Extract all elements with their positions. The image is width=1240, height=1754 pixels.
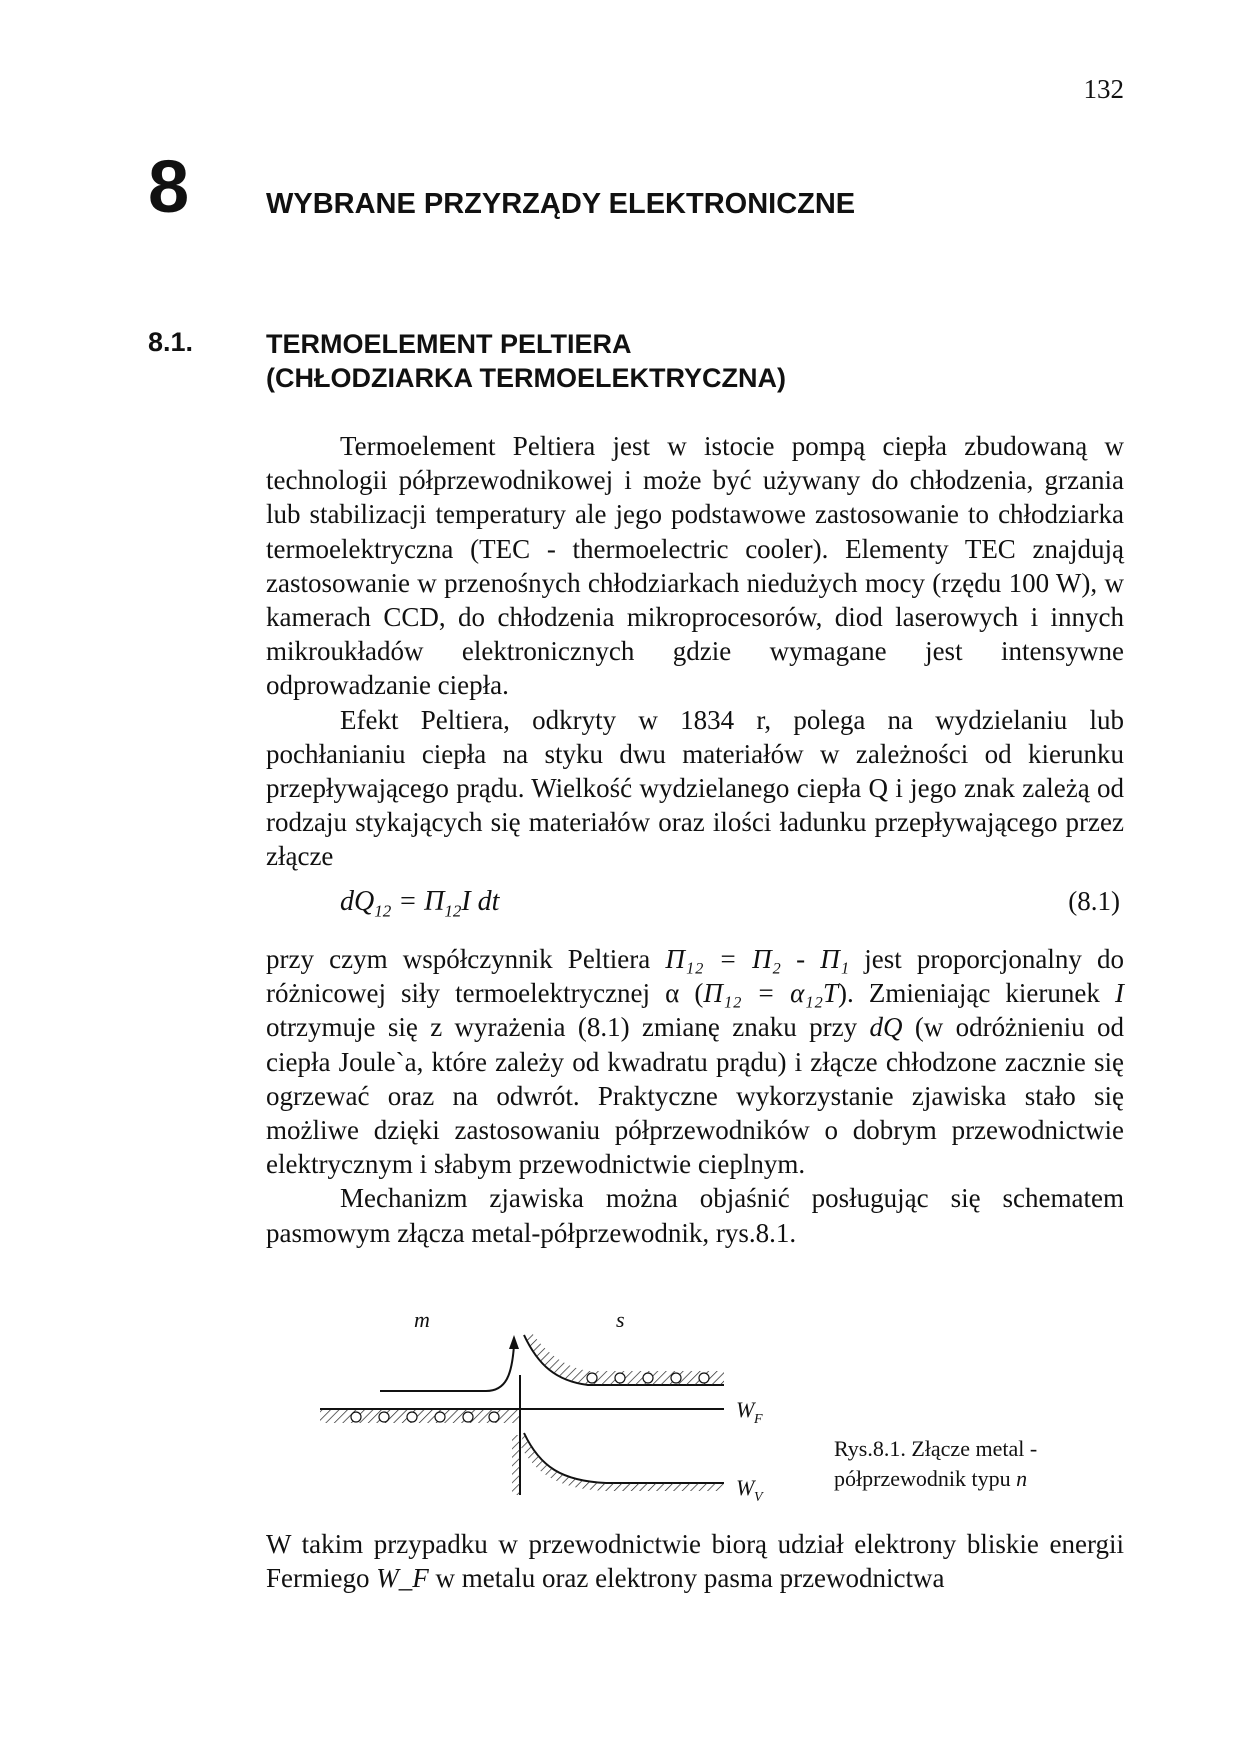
section-title-line1: TERMOELEMENT PELTIERA xyxy=(266,329,632,359)
page-number: 132 xyxy=(1083,74,1124,104)
p5-symbol-fermi: W_F xyxy=(376,1563,429,1594)
section-title xyxy=(266,327,786,395)
p3-symbol-current: I xyxy=(1114,978,1124,1009)
equation-rhs: I dt xyxy=(461,886,500,917)
label-valence-band-sub: V xyxy=(754,1490,763,1505)
label-valence-band: W xyxy=(736,1475,755,1500)
equation-lhs-sub: 12 xyxy=(374,901,392,921)
section-number: 8.1. xyxy=(148,327,194,357)
p3-text-d: otrzymuje się z wyrażenia (8.1) zmianę znaku przy xyxy=(266,1012,870,1043)
figure-caption xyxy=(834,1434,1134,1494)
p3-text-c: ). Zmieniając kierunek xyxy=(838,978,1115,1009)
caption-line2-text: półprzewodnik typu xyxy=(834,1466,1017,1491)
arrow-up-icon xyxy=(509,1335,519,1349)
paragraph-4: Mechanizm zjawiska można objaśnić posługując się schematem pasmowym złącza metal-półprzewodnik, rys.8.1. xyxy=(266,1183,1124,1248)
body-block-1 xyxy=(266,429,1124,874)
equation-8-1 xyxy=(340,886,499,922)
p5-text-b: w metalu oraz elektrony pasma przewodnictwa xyxy=(428,1563,945,1594)
chapter-number: 8 xyxy=(148,145,190,228)
p3-symbol-peltier: Π₁₂ = Π₂ - Π₁ xyxy=(665,944,850,974)
p3-text-e: (w odróżnieniu od ciepła Joule`a, które zależy od kwadratu prądu) i złącze chłodzone zacznie się ogrzewać oraz na odwrót. Praktyczne wykorzystanie zjawiska stało się możliwe dzięki zastosowaniu półprzewodników o dobrym przewodnictwie elektrycznym i słabym przewodnictwie cieplnym. xyxy=(266,1012,1125,1180)
body-block-3 xyxy=(266,1527,1124,1595)
label-metal: m xyxy=(414,1307,430,1332)
paragraph-1: Termoelement Peltiera jest w istocie pompą ciepła zbudowaną w technologii półprzewodnikowej i może być używany do chłodzenia, grzania lub stabilizacji temperatury ale jego podstawowe zastosowanie to chłodziarka termoelektryczna (TEC - thermoelectric cooler). Elementy TEC znajdują zastosowanie w przenośnych chłodziarkach niedużych mocy (rzędu 100 W), w kamerach CCD, do chłodzenia mikroprocesorów, diod laserowych i innych mikroukładów elektronicznych gdzie wymagane jest intensywne odprowadzanie ciepła. xyxy=(266,431,1124,701)
equation-pi-sub: 12 xyxy=(444,901,462,921)
paragraph-3 xyxy=(266,942,1124,1181)
p3-symbol-dq: dQ xyxy=(869,1012,903,1043)
caption-line1: Rys.8.1. Złącze metal - xyxy=(834,1436,1038,1461)
p3-symbol-alpha: Π₁₂ = α₁₂T xyxy=(703,978,839,1009)
section-title-line2: (CHŁODZIARKA TERMOELEKTRYCZNA) xyxy=(266,363,786,393)
p5-text-a: W takim przypadku w przewodnictwie biorą udział elektrony bliskie energii Fermiego xyxy=(266,1529,1124,1594)
metal-band-edge xyxy=(380,1345,514,1391)
paragraph-5 xyxy=(266,1527,1124,1595)
band-diagram xyxy=(316,1305,776,1515)
chapter-title: WYBRANE PRZYRZĄDY ELEKTRONICZNE xyxy=(266,188,856,220)
label-fermi-level: W xyxy=(736,1397,755,1422)
caption-line2-italic: n xyxy=(1016,1466,1028,1491)
equation-number: (8.1) xyxy=(1068,886,1120,916)
body-block-2 xyxy=(266,942,1124,1250)
paragraph-2: Efekt Peltiera, odkryty w 1834 r, polega na wydzielaniu lub pochłanianiu ciepła na styku dwu materiałów w zależności od kierunku przepływającego prądu. Wielkość wydzielanego ciepła Q i jego znak zależą od rodzaju stykających się materiałów oraz ilości ładunku przepływającego przez złącze xyxy=(266,704,1124,872)
p3-text-b: jest proporcjonalny do różnicowej siły termoelektrycznej α ( xyxy=(266,944,1124,1009)
label-semiconductor: s xyxy=(616,1307,625,1332)
caption-line2 xyxy=(834,1464,1134,1494)
band-diagram-figure xyxy=(316,1305,776,1515)
junction-hatch xyxy=(512,1435,520,1495)
equation-eq: = Π xyxy=(391,886,445,917)
label-fermi-level-sub: F xyxy=(754,1412,763,1427)
p3-text-a: przy czym współczynnik Peltiera xyxy=(266,944,666,974)
equation-lhs: dQ xyxy=(340,886,375,917)
